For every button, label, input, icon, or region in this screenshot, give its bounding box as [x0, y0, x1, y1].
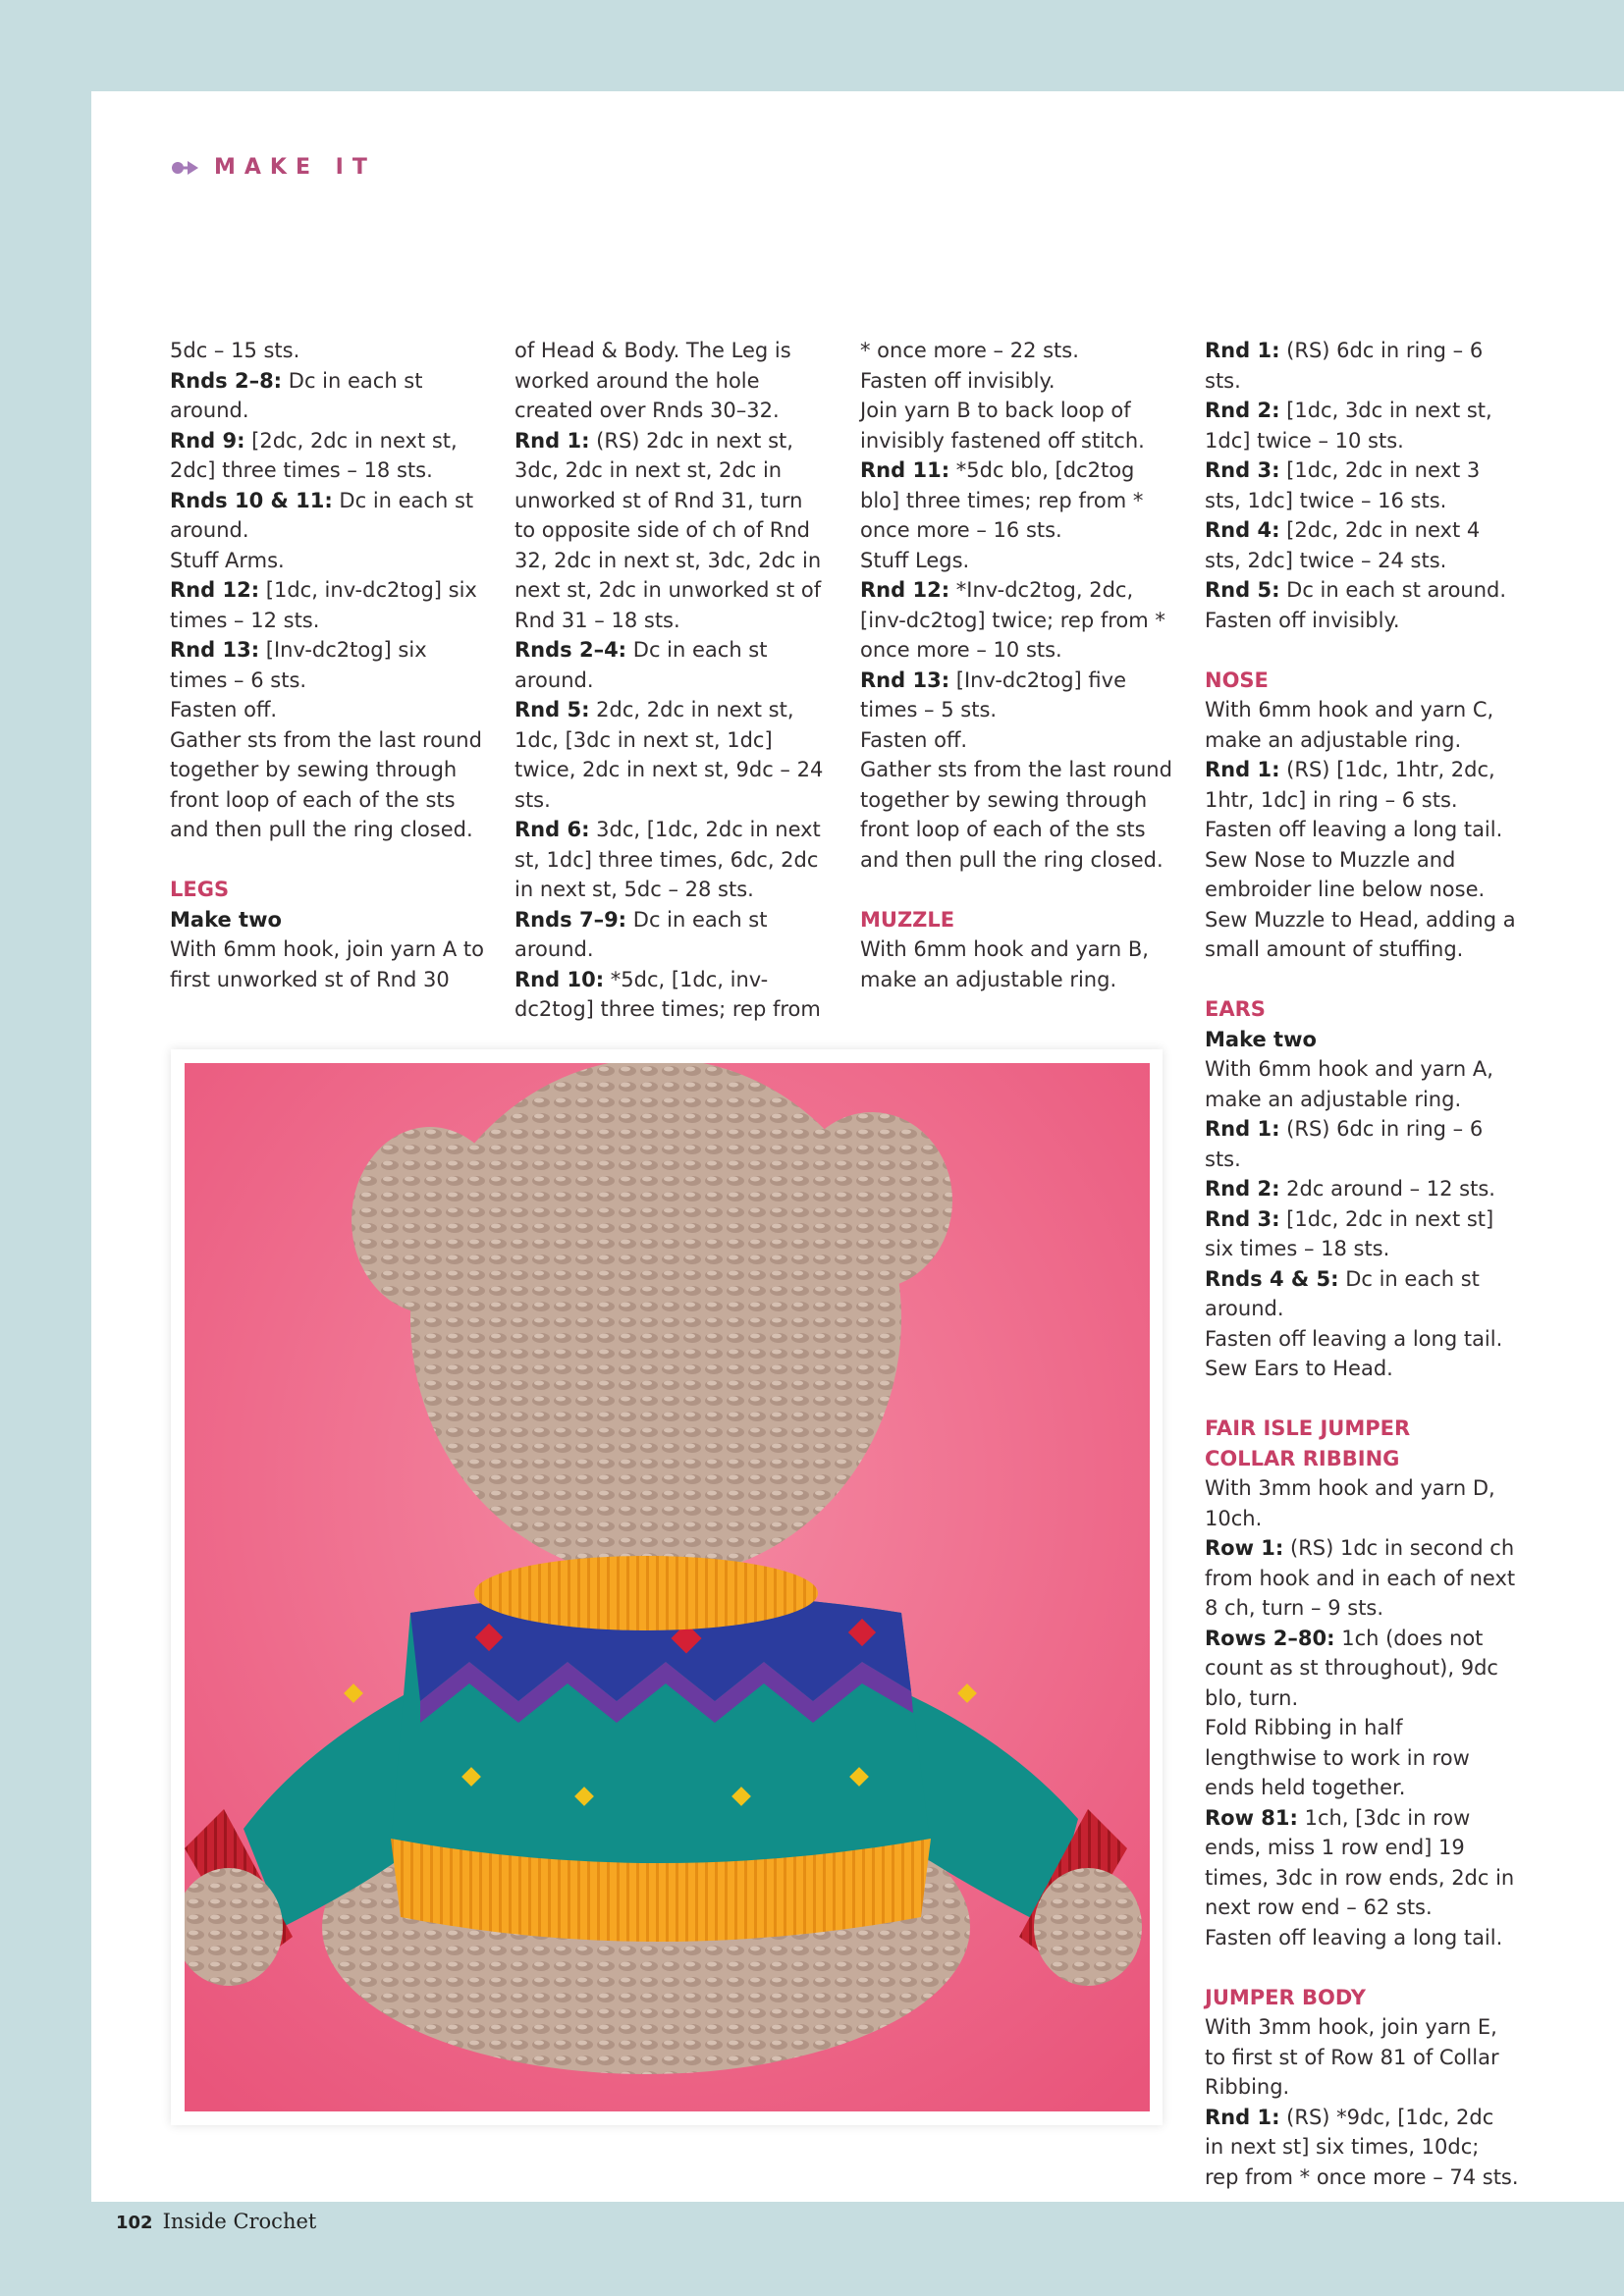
instruction-row [1205, 1624, 1519, 1714]
instruction-row [1205, 755, 1519, 815]
paragraph-gap [170, 845, 484, 876]
round-label: Row 1: [1205, 1536, 1284, 1560]
round-label: Rnd 5: [1205, 578, 1280, 602]
paragraph: Fasten off. [860, 727, 968, 752]
round-instructions: 1ch, [3dc in row ends, miss 1 row end] 19 times, 3dc in row ends, 2dc in next row end – 62 sts. [1205, 1805, 1515, 1919]
instruction-row [514, 815, 829, 905]
instruction-row [1205, 515, 1519, 575]
text-column-2 [514, 336, 829, 1025]
round-instructions: 3dc, [1dc, 2dc in next st, 1dc] three times, 6dc, 2dc in next st, 5dc – 28 sts. [514, 818, 821, 901]
round-label: Rnd 9: [170, 428, 245, 453]
arrow-bullet-icon [171, 158, 200, 178]
section-header [171, 155, 376, 180]
round-label: Rnd 5: [514, 698, 590, 721]
paragraph: 5dc – 15 sts. [170, 339, 300, 362]
paragraph: With 6mm hook and yarn C, make an adjustable ring. [1205, 698, 1494, 752]
page-footer [116, 2210, 316, 2233]
instruction-row [1205, 2103, 1519, 2193]
instruction-row [1205, 1204, 1519, 1264]
round-label: Rnd 4: [1205, 518, 1280, 542]
round-instructions: Dc in each st around. [514, 907, 768, 961]
instruction-row [170, 426, 484, 486]
instruction-row [860, 575, 1174, 666]
round-instructions: [1dc, 2dc in next st] six times – 18 sts. [1205, 1206, 1494, 1260]
round-instructions: Dc in each st around. [170, 488, 474, 542]
instruction-row [514, 905, 829, 965]
round-instructions: (RS) 1dc in second ch from hook and in each of next 8 ch, turn – 9 sts. [1205, 1536, 1516, 1620]
instruction-row [1205, 1533, 1519, 1624]
photo-frame [171, 1049, 1163, 2125]
round-instructions: [1dc, 2dc in next 3 sts, 1dc] twice – 16 sts. [1205, 458, 1481, 512]
instruction-row [860, 455, 1174, 546]
round-label: Rnd 12: [170, 578, 260, 602]
round-label: Rnd 13: [170, 638, 260, 662]
round-label: Rnd 1: [514, 428, 590, 453]
round-label: Rnds 7–9: [514, 907, 627, 932]
round-instructions: (RS) 6dc in ring – 6 sts. [1205, 339, 1484, 393]
round-instructions: 2dc around – 12 sts. [1279, 1177, 1495, 1201]
round-instructions: *Inv-dc2tog, 2dc, [inv-dc2tog] twice; rep from * once more – 10 sts. [860, 578, 1165, 662]
round-label: Rnds 4 & 5: [1205, 1266, 1339, 1291]
paragraph-gap [1205, 1384, 1519, 1415]
paragraph: Fasten off leaving a long tail. Sew Nose to Muzzle and embroider line below nose. Sew Muzzle to Head, adding a small amount of stuffing. [1205, 818, 1516, 961]
round-instructions: *5dc, [1dc, inv-dc2tog] three times; rep from [514, 967, 821, 1021]
paragraph: of Head & Body. The Leg is worked around the hole created over Rnds 30–32. [514, 339, 791, 422]
subheading [1205, 1025, 1519, 1055]
paragraph: Fasten off leaving a long tail. [1205, 1925, 1503, 1949]
instruction-row [1205, 1803, 1519, 1923]
instruction-row [1205, 1114, 1519, 1174]
instruction-row [514, 965, 829, 1025]
round-label: Rows 2–80: [1205, 1626, 1335, 1650]
round-instructions: Dc in each st around. [1279, 578, 1507, 602]
paragraph-gap [1205, 635, 1519, 666]
paragraph: Fold Ribbing in half lengthwise to work in row ends held together. [1205, 1716, 1470, 1799]
round-instructions: [2dc, 2dc in next 4 sts, 2dc] twice – 24 sts. [1205, 518, 1481, 572]
paragraph-gap [1205, 965, 1519, 995]
teddy-bear-photo [185, 1063, 1150, 2111]
round-label: Rnd 2: [1205, 1177, 1280, 1201]
paragraph: Gather sts from the last round together by sewing through front loop of each of the sts and then pull the ring closed. [170, 727, 482, 841]
instruction-row [170, 366, 484, 426]
instruction-row [1205, 575, 1519, 606]
round-label: Rnd 3: [1205, 1206, 1280, 1231]
paragraph: Fasten off leaving a long tail. Sew Ears to Head. [1205, 1326, 1503, 1380]
paragraph: With 6mm hook and yarn A, make an adjustable ring. [1205, 1057, 1493, 1111]
subheading-text: Make two [170, 907, 282, 932]
round-label: Rnd 1: [1205, 339, 1280, 362]
round-instructions: Dc in each st around. [170, 368, 423, 422]
teddy-bear-back-illustration [185, 1063, 1150, 2111]
instruction-row [170, 635, 484, 695]
paragraph-gap [1205, 1952, 1519, 1983]
round-instructions: [Inv-dc2tog] five times – 5 sts. [860, 667, 1126, 721]
paragraph: Join yarn B to back loop of invisibly fastened off stitch. [860, 399, 1145, 453]
round-label: Rnd 2: [1205, 399, 1280, 422]
section-heading: NOSE [1205, 667, 1269, 692]
paragraph-gap [860, 875, 1174, 905]
paragraph: With 3mm hook and yarn D, 10ch. [1205, 1476, 1495, 1530]
section-heading: LEGS [170, 878, 230, 901]
round-instructions: [1dc, inv-dc2tog] six times – 12 sts. [170, 578, 477, 632]
round-instructions: (RS) 6dc in ring – 6 sts. [1205, 1117, 1484, 1171]
round-label: Rnd 12: [860, 578, 950, 602]
round-label: Rnd 6: [514, 818, 590, 841]
round-label: Rnd 11: [860, 458, 950, 482]
instruction-row [1205, 1264, 1519, 1324]
round-instructions: Dc in each st around. [514, 638, 768, 692]
round-label: Rnd 10: [514, 967, 605, 991]
instruction-row [1205, 396, 1519, 455]
paragraph: Fasten off invisibly. [860, 368, 1056, 393]
round-label: Row 81: [1205, 1805, 1298, 1830]
instruction-row [170, 486, 484, 546]
round-label: Rnd 1: [1205, 2105, 1280, 2129]
paragraph: Gather sts from the last round together by sewing through front loop of each of the sts and then pull the ring closed. [860, 758, 1172, 872]
round-label: Rnds 2–8: [170, 368, 283, 393]
instruction-row [1205, 336, 1519, 396]
magazine-title: Inside Crochet [162, 2210, 317, 2233]
instruction-row [1205, 455, 1519, 515]
round-label: Rnd 1: [1205, 1117, 1280, 1141]
round-instructions: [Inv-dc2tog] six times – 6 sts. [170, 638, 427, 692]
round-label: Rnd 1: [1205, 758, 1280, 781]
subheading [170, 905, 484, 935]
round-label: Rnd 3: [1205, 458, 1280, 482]
page-number: 102 [116, 2213, 153, 2233]
subheading-text: Make two [1205, 1027, 1317, 1051]
round-label: Rnds 10 & 11: [170, 488, 333, 512]
instruction-row [514, 695, 829, 815]
instruction-row [1205, 1174, 1519, 1204]
paragraph: Fasten off. [170, 698, 278, 721]
instruction-row [170, 575, 484, 635]
round-instructions: (RS) 2dc in next st, 3dc, 2dc in next st, 2dc in unworked st of Rnd 31, turn to opposite side of ch of Rnd 32, 2dc in next st, 3dc, 2dc in next st, 2dc in unworked st of Rnd 31 – 18 sts. [514, 428, 822, 632]
round-instructions: (RS) [1dc, 1htr, 2dc, 1htr, 1dc] in ring – 6 sts. [1205, 758, 1495, 812]
paragraph: Stuff Arms. [170, 548, 285, 572]
round-instructions: [2dc, 2dc in next st, 2dc] three times – 18 sts. [170, 428, 458, 482]
paragraph: Fasten off invisibly. [1205, 608, 1400, 632]
section-heading: COLLAR RIBBING [1205, 1446, 1400, 1470]
text-column-3 [860, 336, 1174, 994]
section-heading: FAIR ISLE JUMPER [1205, 1416, 1411, 1440]
round-instructions: 2dc, 2dc in next st, 1dc, [3dc in next st, 1dc] twice, 2dc in next st, 9dc – 24 sts. [514, 698, 824, 812]
paragraph: With 6mm hook, join yarn A to first unworked st of Rnd 30 [170, 937, 484, 991]
paragraph: With 3mm hook, join yarn E, to first st of Row 81 of Collar Ribbing. [1205, 2015, 1499, 2099]
round-instructions: *5dc blo, [dc2tog blo] three times; rep from * once more – 16 sts. [860, 458, 1144, 542]
round-label: Rnd 13: [860, 667, 950, 692]
instruction-row [514, 635, 829, 695]
paragraph: Stuff Legs. [860, 548, 970, 572]
section-heading: JUMPER BODY [1205, 1985, 1366, 2009]
instruction-row [860, 666, 1174, 725]
round-instructions: 1ch (does not count as st throughout), 9dc blo, turn. [1205, 1626, 1498, 1710]
round-instructions: [1dc, 3dc in next st, 1dc] twice – 10 sts. [1205, 399, 1492, 453]
round-label: Rnds 2–4: [514, 638, 627, 662]
round-instructions: (RS) *9dc, [1dc, 2dc in next st] six times, 10dc; rep from * once more – 74 sts. [1205, 2105, 1519, 2189]
section-heading: MUZZLE [860, 907, 955, 932]
section-label: MAKE IT [214, 155, 376, 180]
round-instructions: Dc in each st around. [1205, 1266, 1480, 1320]
paragraph: * once more – 22 sts. [860, 339, 1079, 362]
instruction-row [514, 426, 829, 636]
paragraph: With 6mm hook and yarn B, make an adjustable ring. [860, 937, 1149, 991]
section-heading: EARS [1205, 997, 1266, 1021]
text-column-1 [170, 336, 484, 994]
text-column-4 [1205, 336, 1519, 2192]
